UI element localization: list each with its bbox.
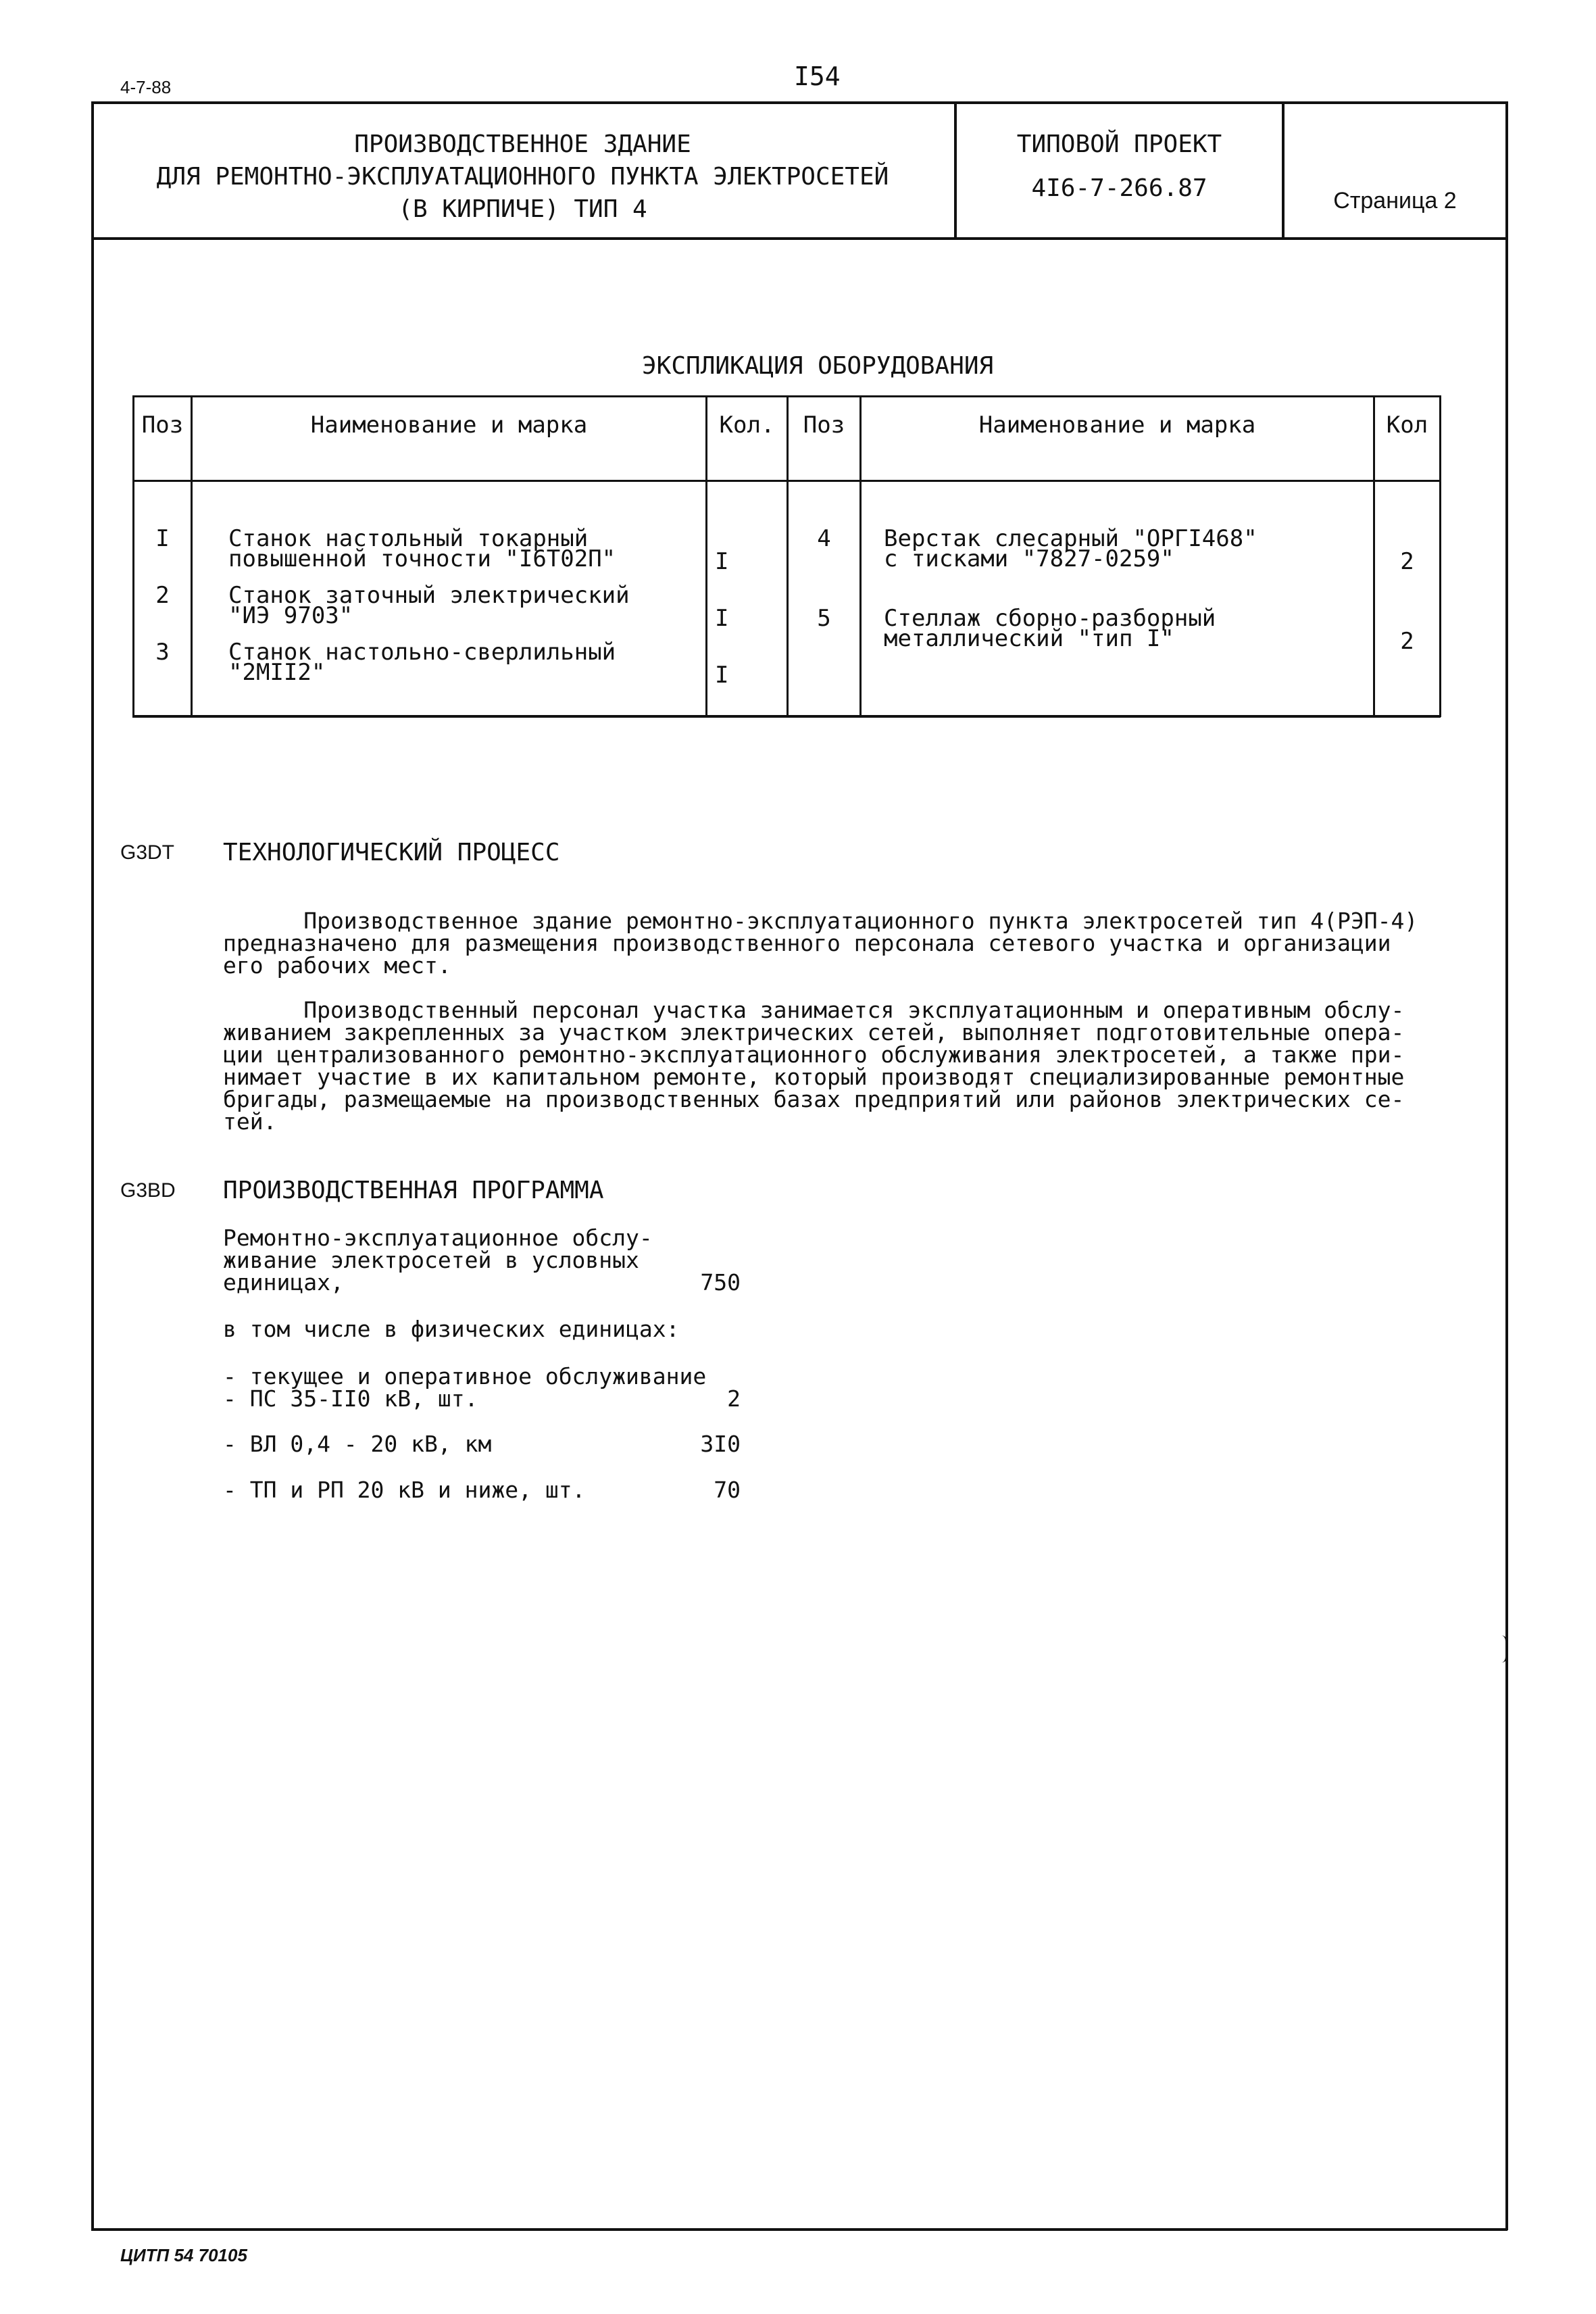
header-pos: Поз bbox=[141, 412, 184, 439]
row-pos: 5 bbox=[817, 605, 831, 632]
row-pos: 4 bbox=[817, 525, 831, 552]
text-line: предназначено для размещения производственного персонала сетевого участка и организации bbox=[223, 930, 1391, 956]
text-line: его рабочих мест. bbox=[223, 952, 451, 979]
row-name-line: с тисками "7827-0259" bbox=[884, 545, 1174, 572]
header-qty: Кол bbox=[1386, 412, 1428, 439]
row-name-line: Станок настольно-сверлильный bbox=[228, 639, 616, 666]
text-line: Производственное здание ремонтно-эксплуатационного пункта электросетей тип 4(РЭП-4) bbox=[223, 908, 1418, 934]
row-name-line: повышенной точности "I6Т02П" bbox=[228, 545, 616, 572]
project-number: 4I6-7-266.87 bbox=[1031, 174, 1207, 202]
physical-units-label: в том числе в физических единицах: bbox=[223, 1316, 680, 1342]
stamp-title-line: ДЛЯ РЕМОНТНО-ЭКСПЛУАТАЦИОННОГО ПУНКТА ЭЛЕКТРОСЕТЕЙ bbox=[156, 163, 889, 191]
project-label: ТИПОВОЙ ПРОЕКТ bbox=[1016, 130, 1222, 158]
row-name-line: Станок настольный токарный bbox=[228, 525, 589, 552]
text-line: живанием закрепленных за участком электрических сетей, выполняет подготовительные опера- bbox=[223, 1019, 1405, 1045]
text-line: живание электросетей в условных bbox=[223, 1247, 639, 1273]
header-name: Наименование и марка bbox=[978, 412, 1256, 439]
text-line: Ремонтно-эксплуатационное обслу- bbox=[223, 1225, 653, 1251]
row-name-line: Верстак слесарный "ОРГI468" bbox=[884, 525, 1257, 552]
header-qty: Кол. bbox=[719, 412, 775, 439]
text-line: нимает участие в их капитальном ремонте, который производят специализированные ремонтные bbox=[223, 1064, 1405, 1090]
program-item-label: - ТП и РП 20 кВ и ниже, шт. bbox=[223, 1477, 586, 1503]
process-code: G3DT bbox=[120, 841, 175, 864]
text-line: ции централизованного ремонтно-эксплуатационного обслуживания электросетей, а также при- bbox=[223, 1041, 1405, 1068]
page-number: I54 bbox=[794, 61, 841, 91]
equipment-title: ЭКСПЛИКАЦИЯ ОБОРУДОВАНИЯ bbox=[642, 352, 994, 380]
page-label: Страница 2 bbox=[1333, 188, 1457, 214]
stamp-title-line: (В КИРПИЧЕ) ТИП 4 bbox=[398, 195, 647, 223]
row-name-line: Станок заточный электрический bbox=[228, 582, 630, 609]
program-item-label: - ПС 35-II0 кВ, шт. bbox=[223, 1385, 478, 1412]
program-total-value: 750 bbox=[700, 1269, 741, 1296]
row-qty: I bbox=[715, 548, 729, 575]
row-qty: I bbox=[715, 662, 729, 689]
process-title: ТЕХНОЛОГИЧЕСКИЙ ПРОЦЕСС bbox=[223, 839, 560, 866]
row-pos: 3 bbox=[155, 639, 170, 666]
program-title: ПРОИЗВОДСТВЕННАЯ ПРОГРАММА bbox=[223, 1177, 604, 1204]
footer-imprint: ЦИТП 54 70105 bbox=[120, 2245, 247, 2265]
program-item-value: 70 bbox=[714, 1477, 741, 1503]
stamp-title-line: ПРОИЗВОДСТВЕННОЕ ЗДАНИЕ bbox=[354, 130, 691, 158]
header-pos: Поз bbox=[803, 412, 845, 439]
text-line: единицах, bbox=[223, 1269, 344, 1296]
row-pos: 2 bbox=[155, 582, 170, 609]
program-code: G3BD bbox=[120, 1179, 176, 1202]
header-name: Наименование и марка bbox=[310, 412, 588, 439]
row-name-line: "2МII2" bbox=[228, 659, 326, 686]
program-item-value: 2 bbox=[727, 1385, 741, 1412]
program-item-label: - ВЛ 0,4 - 20 кВ, км bbox=[223, 1431, 492, 1457]
text-line: тей. bbox=[223, 1108, 277, 1135]
row-pos: I bbox=[155, 525, 170, 552]
corner-code: 4-7-88 bbox=[120, 77, 172, 97]
row-qty: 2 bbox=[1400, 628, 1414, 655]
maintenance-line: - текущее и оперативное обслуживание bbox=[223, 1363, 707, 1389]
row-name-line: "ИЭ 9703" bbox=[228, 602, 353, 629]
row-name-line: Стеллаж сборно-разборный bbox=[884, 605, 1216, 632]
text-line: бригады, размещаемые на производственных базах предприятий или районов электрических се- bbox=[223, 1086, 1405, 1112]
row-qty: 2 bbox=[1400, 548, 1414, 575]
margin-mark bbox=[1501, 1635, 1507, 1663]
program-item-value: 3I0 bbox=[700, 1431, 741, 1457]
row-name-line: металлический "тип I" bbox=[884, 625, 1174, 652]
text-line: Производственный персонал участка занимается эксплуатационным и оперативным обслу- bbox=[223, 997, 1405, 1023]
row-qty: I bbox=[715, 605, 729, 632]
